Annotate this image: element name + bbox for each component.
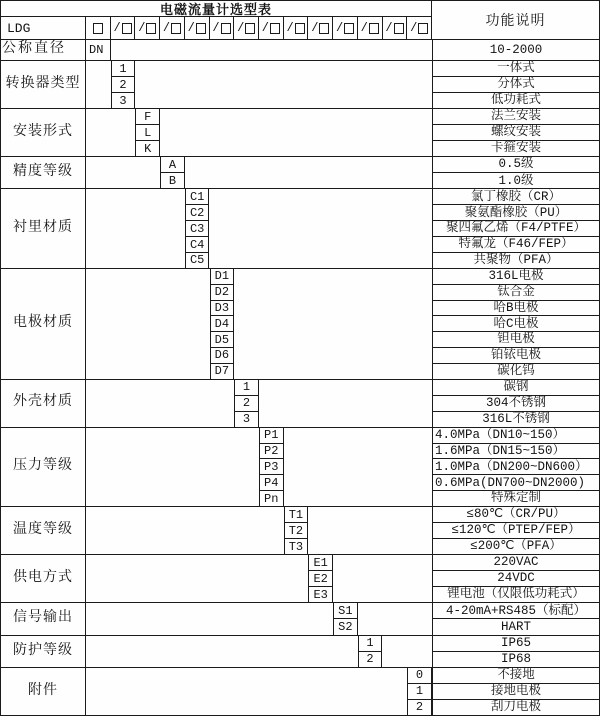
code-cell: L [136, 125, 159, 141]
slash: / [286, 21, 294, 35]
function-column [432, 157, 599, 188]
code-cell: C2 [186, 205, 209, 221]
desc-cell: 钽电极 [433, 331, 599, 347]
desc-cell: 特氟龙（F46/FEP） [433, 236, 599, 252]
code-cell: 1 [359, 636, 382, 652]
slash: / [360, 21, 368, 35]
group-band [1, 268, 599, 379]
desc-cell: 法兰安装 [490, 109, 541, 124]
desc-cell: 共聚物（PFA） [433, 252, 599, 268]
code-square-icon [369, 23, 379, 34]
code-cell: D3 [211, 301, 234, 317]
desc-cell: 4.0MPa（DN10~150） [435, 427, 566, 442]
desc-cell: 304不锈钢 [433, 395, 599, 411]
desc-cell: HART [433, 618, 599, 634]
desc-cell: 铂铱电极 [433, 347, 599, 363]
code-cell: D1 [211, 269, 234, 285]
code-column [407, 668, 432, 715]
column-gap [209, 189, 432, 267]
code-column [111, 61, 136, 108]
desc-cell: ≤80℃（CR/PU） [466, 507, 566, 522]
desc-cell: 1.6MPa（DN15~150） [433, 443, 599, 459]
code-square-icon [344, 23, 354, 34]
group-band [1, 188, 599, 267]
code-column [333, 603, 358, 634]
code-cell: Pn [264, 491, 279, 506]
desc-cell: IP65 [500, 635, 531, 650]
function-column [432, 668, 599, 715]
column-gap [234, 269, 432, 379]
diameter-band [1, 39, 599, 60]
column-gap [86, 507, 284, 554]
desc-cell: 碳化钨 [433, 363, 599, 379]
diameter-label: 公称直径 [1, 40, 86, 60]
code-cell: C5 [189, 253, 205, 268]
group-label: 安装形式 [1, 109, 86, 156]
code-slot [332, 17, 357, 39]
code-cell: E1 [309, 555, 332, 571]
function-column [432, 109, 599, 156]
desc-cell: 接地电极 [433, 683, 599, 699]
group-label: 衬里材质 [1, 189, 86, 267]
code-cell: 1 [408, 684, 431, 700]
code-cell: P1 [260, 428, 283, 444]
column-gap [160, 109, 432, 156]
desc-cell: 哈C电极 [433, 315, 599, 331]
code-square-icon [295, 23, 305, 34]
code-square-icon [270, 23, 280, 34]
code-square-icon [196, 23, 206, 34]
code-slot [159, 17, 184, 39]
desc-cell: 特殊定制 [433, 490, 599, 506]
code-column [308, 555, 333, 602]
code-cell: D6 [211, 348, 234, 364]
code-column [259, 428, 284, 506]
column-gap [135, 61, 432, 108]
group-band [1, 427, 599, 506]
column-gap [358, 603, 432, 634]
code-slot [209, 17, 234, 39]
desc-cell: 4-20mA+RS485（标配） [445, 603, 586, 618]
code-square-icon [319, 23, 329, 34]
group-label: 供电方式 [1, 555, 86, 602]
code-slot [283, 17, 308, 39]
function-column [432, 636, 599, 667]
desc-cell: 不接地 [497, 668, 535, 683]
code-slot [110, 17, 135, 39]
group-label: 信号输出 [1, 603, 86, 634]
code-square-icon [171, 23, 181, 34]
code-square-icon [221, 23, 231, 34]
desc-cell: 锂电池（仅限低功耗式） [433, 586, 599, 602]
function-column [432, 61, 599, 108]
desc-cell: 24VDC [433, 570, 599, 586]
code-column [135, 109, 160, 156]
slash: / [311, 21, 319, 35]
column-gap [86, 189, 185, 267]
group-label: 压力等级 [1, 428, 86, 506]
desc-cell: 碳钢 [503, 379, 529, 394]
column-gap [86, 668, 407, 715]
code-cell: F [136, 109, 159, 125]
code-square-icon [93, 23, 103, 34]
code-column [185, 189, 210, 267]
desc-cell: 哈B电极 [433, 300, 599, 316]
desc-cell: ≤120℃（PTEP/FEP） [433, 522, 599, 538]
code-square-icon [394, 23, 404, 34]
code-cell: S1 [334, 603, 357, 619]
model-prefix: LDG [1, 17, 86, 39]
code-cell: D4 [211, 316, 234, 332]
slash: / [138, 21, 146, 35]
code-cell: C4 [186, 237, 209, 253]
group-label: 温度等级 [1, 507, 86, 554]
desc-cell: 聚氨酯橡胶（PU） [433, 204, 599, 220]
code-slot [233, 17, 258, 39]
slash: / [237, 21, 245, 35]
group-band [1, 506, 599, 554]
function-column [432, 40, 599, 60]
column-gap [333, 555, 432, 602]
desc-cell: 1.0级 [433, 172, 599, 188]
code-slot [86, 17, 110, 39]
code-column [358, 636, 383, 667]
page-title: 电磁流量计选型表 [159, 3, 272, 18]
slash: / [212, 21, 220, 35]
diameter-desc: 10-2000 [489, 42, 543, 57]
desc-cell: 聚四氟乙烯（F4/PTFE） [433, 220, 599, 236]
group-label: 电极材质 [1, 269, 86, 379]
code-cell: D2 [211, 285, 234, 301]
code-cell: T1 [285, 507, 308, 523]
code-cell: T3 [288, 539, 304, 554]
code-cell: T2 [285, 523, 308, 539]
group-band [1, 635, 599, 667]
code-cell: 2 [415, 700, 424, 715]
code-column [284, 507, 309, 554]
code-cell: 1 [112, 61, 135, 77]
function-column [432, 269, 599, 379]
code-cell: S2 [338, 620, 353, 634]
code-cell: 2 [112, 77, 135, 93]
desc-cell: 低功耗式 [433, 92, 599, 108]
slash: / [261, 21, 269, 35]
code-slot [307, 17, 332, 39]
desc-cell: ≤200℃（PFA） [433, 538, 599, 554]
column-gap [86, 157, 160, 188]
group-label: 防护等级 [1, 636, 86, 667]
group-label: 精度等级 [1, 157, 86, 188]
code-slot [184, 17, 209, 39]
code-cell: 0 [408, 668, 431, 684]
function-column [432, 555, 599, 602]
model-code-row [1, 16, 431, 39]
function-column [432, 507, 599, 554]
code-cell: 3 [242, 412, 251, 427]
desc-cell: 0.5级 [498, 157, 534, 172]
desc-cell: 316L电极 [488, 269, 544, 284]
code-cell: A [161, 157, 184, 173]
code-cell: 3 [119, 93, 127, 108]
desc-cell: 0.6MPa(DN700~DN2000) [433, 474, 599, 490]
column-gap [86, 109, 135, 156]
code-cell: P3 [260, 459, 283, 475]
code-column [160, 157, 185, 188]
function-column [432, 380, 599, 427]
model-code-slots [86, 17, 431, 39]
slash: / [385, 21, 393, 35]
function-header: 功能说明 [485, 14, 546, 30]
column-gap [308, 507, 432, 554]
column-gap [86, 636, 358, 667]
code-cell: E2 [309, 571, 332, 587]
desc-cell: 一体式 [497, 61, 535, 76]
column-gap [86, 269, 210, 379]
code-square-icon [122, 23, 132, 34]
group-band [1, 60, 599, 108]
diameter-code: DN [89, 43, 104, 57]
column-gap [259, 380, 432, 427]
column-gap [111, 40, 432, 60]
group-label: 转换器类型 [1, 61, 86, 108]
column-gap [86, 603, 333, 634]
code-column [234, 380, 259, 427]
column-gap [185, 157, 432, 188]
code-cell: 2 [235, 396, 258, 412]
group-band [1, 554, 599, 602]
desc-cell: 钛合金 [433, 284, 599, 300]
code-cell: E3 [313, 587, 328, 602]
column-gap [86, 61, 111, 108]
code-cell: C1 [186, 189, 209, 205]
group-band [1, 602, 599, 634]
header-left [1, 1, 432, 39]
code-cell: 1 [235, 380, 258, 396]
desc-cell: 卡箍安装 [433, 140, 599, 156]
desc-cell: 螺纹安装 [433, 124, 599, 140]
column-gap [86, 428, 259, 506]
code-cell: C3 [186, 221, 209, 237]
code-slot [406, 17, 431, 39]
column-gap [284, 428, 432, 506]
code-cell: P4 [260, 475, 283, 491]
group-band [1, 156, 599, 188]
group-label: 附件 [1, 668, 86, 715]
slash: / [187, 21, 195, 35]
code-cell: 2 [366, 652, 374, 667]
desc-cell: 氯丁橡胶（CR） [470, 189, 561, 204]
code-column [210, 269, 235, 379]
desc-cell: 分体式 [433, 76, 599, 92]
desc-cell: IP68 [433, 651, 599, 667]
code-cell: B [168, 173, 177, 188]
code-square-icon [245, 23, 255, 34]
code-slot [258, 17, 283, 39]
desc-cell: 316L不锈钢 [433, 411, 599, 427]
table-header-band [1, 1, 599, 39]
code-slot [134, 17, 159, 39]
group-band [1, 379, 599, 427]
code-column [86, 40, 111, 60]
code-cell: K [144, 141, 152, 156]
slash: / [335, 21, 344, 35]
slash: / [410, 21, 418, 35]
function-column [432, 428, 599, 506]
group-band [1, 667, 599, 715]
function-column [432, 189, 599, 267]
desc-cell: 1.0MPa（DN200~DN600） [433, 458, 599, 474]
column-gap [86, 380, 234, 427]
group-label: 外壳材质 [1, 380, 86, 427]
column-gap [86, 555, 308, 602]
function-column [432, 603, 599, 634]
code-square-icon [146, 23, 156, 34]
code-slot [382, 17, 407, 39]
slash: / [113, 21, 121, 35]
group-band [1, 108, 599, 156]
code-cell: D5 [211, 332, 234, 348]
code-slot [357, 17, 382, 39]
column-gap [382, 636, 432, 667]
slash: / [162, 21, 171, 35]
code-square-icon [418, 23, 428, 34]
code-cell: P2 [260, 444, 283, 460]
desc-cell: 220VAC [493, 555, 539, 570]
desc-cell: 刮刀电极 [433, 699, 599, 715]
code-cell: D7 [214, 364, 230, 379]
